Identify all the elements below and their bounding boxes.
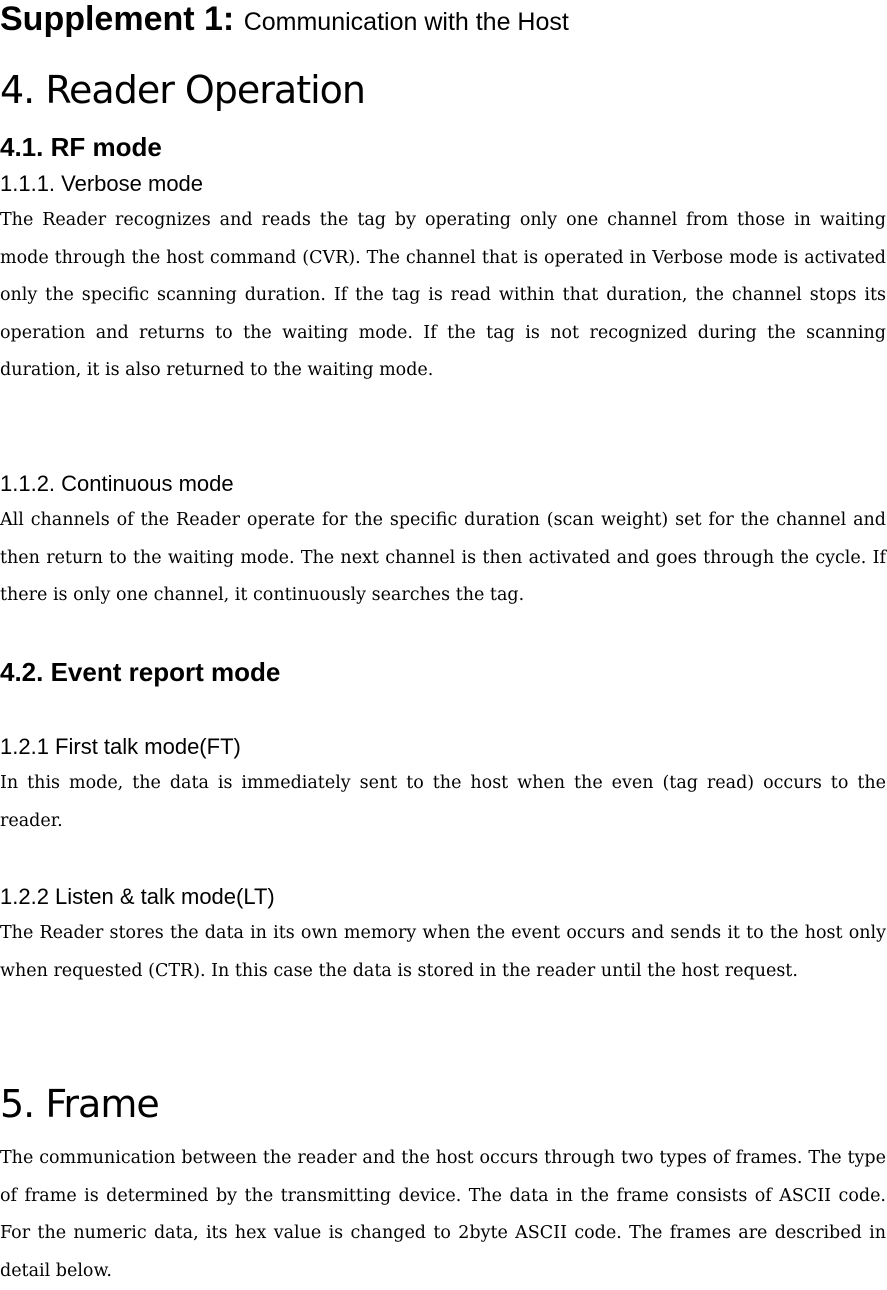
continuous-mode-title: 1.1.2. Continuous mode <box>0 471 234 496</box>
listen-talk-text: The Reader stores the data in its own memory when the event occurs and sends it to the host only when requested (CTR). In this case the data is stored in the reader until the host request. <box>0 923 886 981</box>
section-5-title: 5. Frame <box>0 1082 159 1126</box>
section-4-title: 4. Reader Operation <box>0 68 366 112</box>
section-5-text: The communication between the reader and the host occurs through two types of frames. The type of frame is determined by the transmitting device. The data in the frame consists of ASCII code. For the numeric data, its hex value is changed to 2byte ASCII code. The frames are described in detail below. <box>0 1148 886 1281</box>
first-talk-title: 1.2.1 First talk mode(FT) <box>0 734 241 759</box>
section-4-2-title: 4.2. Event report mode <box>0 657 281 687</box>
section-4-1-title: 4.1. RF mode <box>0 132 162 162</box>
supplement-heading <box>0 0 569 39</box>
first-talk-text: In this mode, the data is immediately sent to the host when the even (tag read) occurs to the reader. <box>0 773 886 831</box>
verbose-mode-title: 1.1.1. Verbose mode <box>0 171 204 196</box>
verbose-mode-text: The Reader recognizes and reads the tag by operating only one channel from those in waiting mode through the host command (CVR). The channel that is operated in Verbose mode is activated only the specific scanning duration. If the tag is read within that duration, the channel stops its operation and returns to the waiting mode. If the tag is not recognized during the scanning duration, it is also returned to the waiting mode. <box>0 210 886 380</box>
supplement-title: Communication with the Host <box>243 8 569 36</box>
listen-talk-title: 1.2.2 Listen & talk mode(LT) <box>0 884 275 909</box>
supplement-label: Supplement 1: <box>0 0 235 38</box>
continuous-mode-text: All channels of the Reader operate for the specific duration (scan weight) set for the channel and then return to the waiting mode. The next channel is then activated and goes through the cycle. If there is only one channel, it continuously searches the tag. <box>0 510 886 605</box>
